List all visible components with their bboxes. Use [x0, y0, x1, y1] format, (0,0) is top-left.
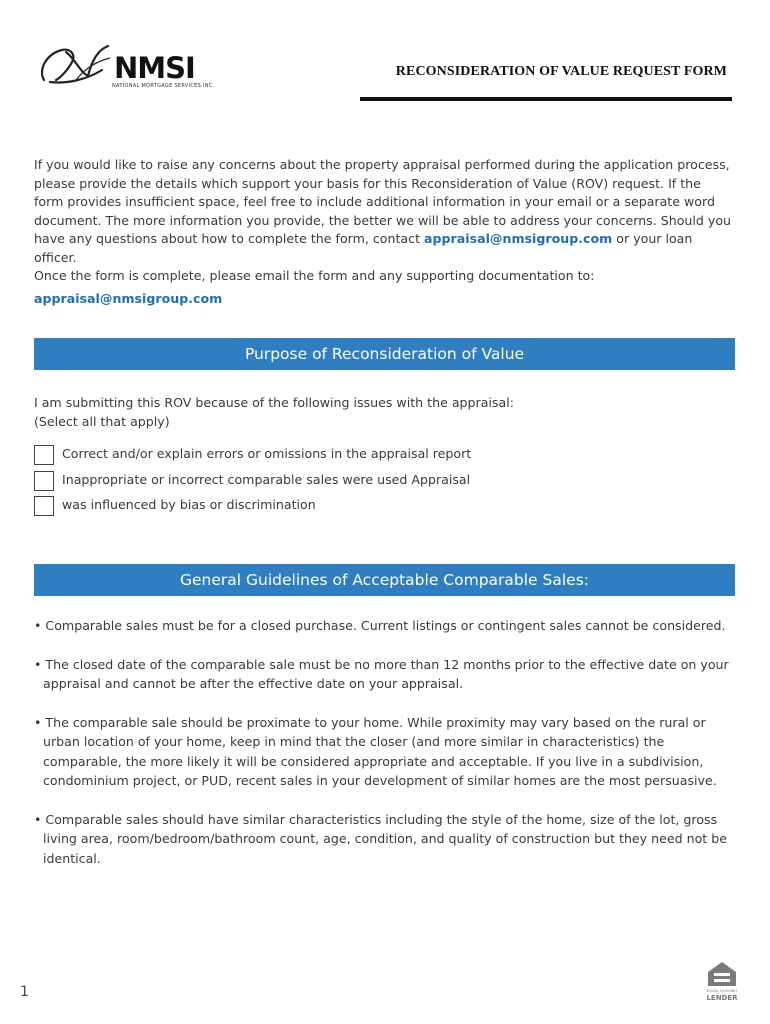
ehl-line1: EQUAL HOUSING	[706, 989, 738, 993]
purpose-option-1-label: Correct and/or explain errors or omissions in the appraisal report	[62, 446, 472, 461]
intro-paragraph	[34, 156, 734, 267]
purpose-option-2-label: Inappropriate or incorrect comparable sales were used Appraisal	[62, 472, 471, 487]
intro-paragraph-text: If you would like to raise any concerns about the property appraisal performed during the application process, please provide the details which support your basis for this Reconsideration of Value (ROV) request. If the form provides insufficient space, feel free to include additional information in your email or a separate word document. The more information you provide, the better we will be able to address your concerns. Should you have any questions about how to complete the form, contact	[34, 157, 732, 246]
logo-wordmark: NMSI	[114, 51, 195, 85]
guideline-item: • Comparable sales must be for a closed purchase. Current listings or contingent sales cannot be considered.	[34, 618, 726, 633]
guideline-item: • Comparable sales should have similar characteristics including the style of the home, size of the lot, gross living area, room/bedroom/bathroom count, age, condition, and quality of construction but they need not be identical.	[34, 811, 727, 866]
guidelines-list	[34, 616, 734, 887]
form-title: RECONSIDERATION OF VALUE REQUEST FORM	[395, 64, 727, 79]
guideline-item: • The comparable sale should be proximate to your home. While proximity may vary based on the rural or urban location of your home, keep in mind that the closer (and more similar in characteristics) the comparable, the more likely it will be considered appropriate and acceptable. If you live in a subdivision, condominium project, or PUD, recent sales in your development of similar homes are the most persuasive.	[34, 714, 717, 788]
purpose-option-3-checkbox[interactable]	[34, 496, 54, 516]
purpose-option-1-checkbox[interactable]	[34, 445, 54, 465]
purpose-intro-line2: (Select all that apply)	[34, 414, 170, 429]
submit-email-link[interactable]: appraisal@nmsigroup.com	[34, 291, 223, 306]
company-logo	[36, 40, 226, 92]
submit-instructions: Once the form is complete, please email the form and any supporting documentation to:	[34, 268, 595, 283]
purpose-section-heading: Purpose of Reconsideration of Value	[34, 338, 735, 370]
page-number: 1	[20, 984, 29, 1000]
guideline-item: • The closed date of the comparable sale must be no more than 12 months prior to the effective date on your appraisal and cannot be after the effective date on your appraisal.	[34, 656, 729, 691]
purpose-option-3-label: was influenced by bias or discrimination	[62, 497, 316, 512]
ehl-line2: LENDER	[706, 994, 738, 1002]
header-rule	[360, 97, 732, 101]
purpose-intro-line1: I am submitting this ROV because of the following issues with the appraisal:	[34, 395, 514, 410]
guidelines-section-heading: General Guidelines of Acceptable Comparable Sales:	[34, 564, 735, 596]
logo-tagline: NATIONAL MORTGAGE SERVICES INC.	[112, 83, 215, 89]
contact-email-link[interactable]: appraisal@nmsigroup.com	[424, 231, 613, 246]
purpose-option-2-checkbox[interactable]	[34, 471, 54, 491]
intro-paragraph-tail: or your loan officer.	[34, 231, 693, 265]
equal-housing-lender-icon	[702, 958, 742, 1002]
purpose-intro	[34, 393, 514, 431]
